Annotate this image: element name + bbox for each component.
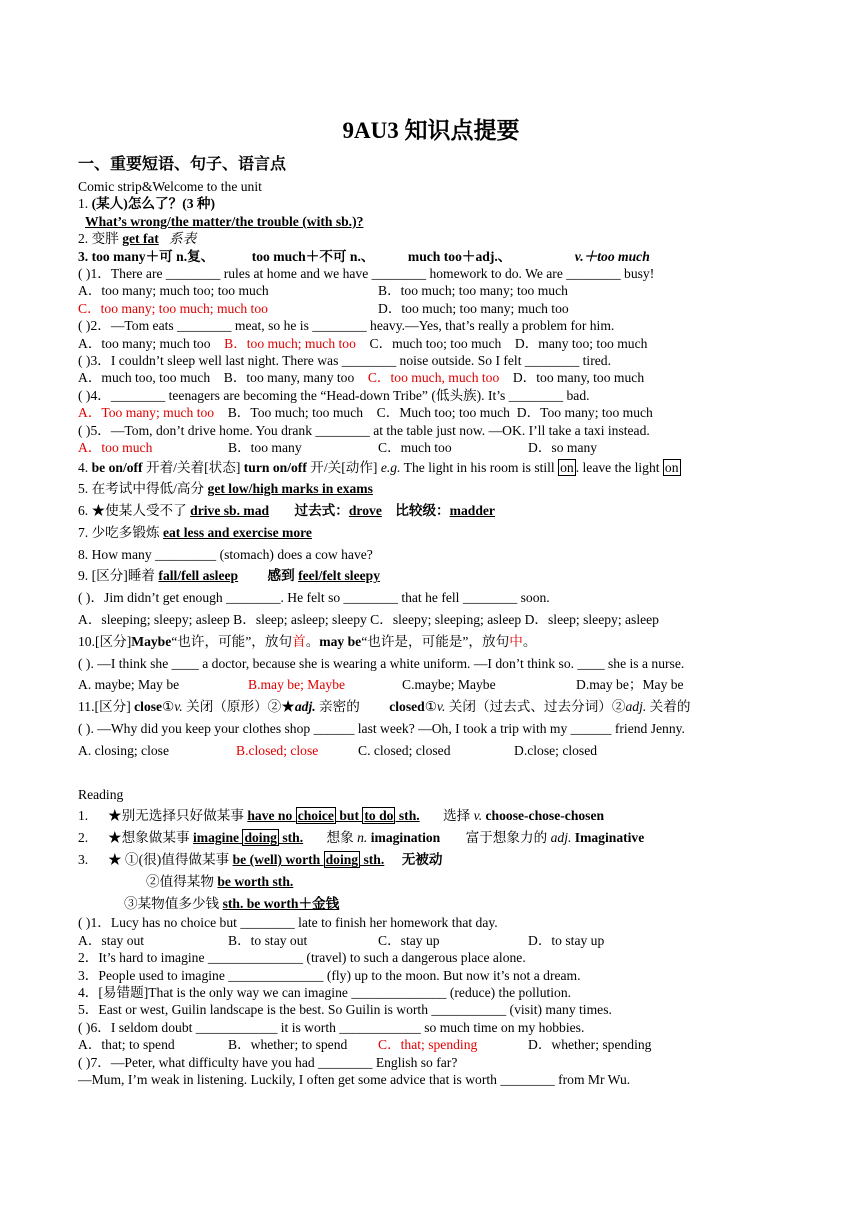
- question-stem: ( )1．There are ________ rules at home and we have ________ homework to do. We are ________ busy!: [78, 266, 655, 282]
- reading-point-3: 3. ★ ①(很)值得做某事 be (well) worth doing sth. 无被动: [78, 852, 443, 868]
- options-row: A. closing; close B.closed; close C. closed; closed D.close; closed: [78, 742, 598, 758]
- options-row: A．too many; much too B．too much; much too C．much too; too much D．many too; too much: [78, 335, 648, 351]
- document-page: [78, 108, 784, 1089]
- options-row: A．too much B．too many C．much too D．so many: [78, 440, 598, 456]
- reading-question: ( )1．Lucy has no choice but ________ late to finish her homework that day.: [78, 915, 498, 931]
- question-stem: ( )4．________ teenagers are becoming the “Head-down Tribe” (低头族). It’s ________ bad.: [78, 387, 590, 403]
- page-title: 9AU3 知识点提要: [342, 118, 520, 143]
- reading-question: ( )6．I seldom doubt ____________ it is worth ____________ so much time on my hobbies.: [78, 1019, 585, 1035]
- point-4: 4. be on/off 开着/关着[状态] turn on/off 开/关[动作] e.g. The light in his room is still on . leave the light on: [78, 459, 679, 475]
- reading-question: ( )7．—Peter, what difficulty have you had ________ English so far?: [78, 1054, 458, 1070]
- point-10: 10.[区分]Maybe“也许，可能”，放句首。may be“也许是，可能是”，放句中。: [78, 633, 537, 649]
- reading-point-3c: ③某物值多少钱 sth. be worth＋金钱: [124, 895, 340, 911]
- reading-question: —Mum, I’m weak in listening. Luckily, I often get some advice that is worth ________ from Mr Wu.: [78, 1072, 631, 1088]
- question-stem: ( )2．—Tom eats ________ meat, so he is ________ heavy.—Yes, that’s really a problem for him.: [78, 318, 615, 334]
- reading-point-2: 2. ★想象做某事 imagine doing sth. 想象 n. imagination 富于想象力的 adj. Imaginative: [78, 830, 645, 846]
- options-row: C．too many; too much; much too D．too much; too many; much too: [78, 300, 569, 316]
- subsection-comic-strip: Comic strip&Welcome to the unit: [78, 179, 262, 194]
- subsection-reading: Reading: [78, 786, 124, 802]
- question-stem: ( )．Jim didn’t get enough ________. He felt so ________ that he fell ________ soon.: [78, 590, 550, 606]
- point-7: 7. 少吃多锻炼 eat less and exercise more: [78, 524, 312, 540]
- question-stem: ( )3．I couldn’t sleep well last night. There was ________ noise outside. So I felt ________ tired.: [78, 353, 611, 369]
- reading-point-3b: ②值得某物 be worth sth.: [146, 873, 294, 889]
- point-1-answer: What’s wrong/the matter/the trouble (with sb.)?: [85, 213, 364, 229]
- question-stem: ( ). —Why did you keep your clothes shop ______ last week? —Oh, I took a trip with my ______ friend Jenny.: [78, 721, 685, 737]
- question-stem: ( ). —I think she ____ a doctor, because she is wearing a white uniform. —I don’t think so. ____ she is a nurse.: [78, 655, 685, 671]
- options-row: A. maybe; May be B.may be; Maybe C.maybe; Maybe D.may be；May be: [78, 677, 684, 693]
- section-heading: 一、重要短语、句子、语言点: [78, 156, 287, 173]
- options-row: A．too many; much too; too much B．too much; too many; too much: [78, 283, 568, 299]
- point-8: 8. How many _________ (stomach) does a cow have?: [78, 546, 373, 562]
- reading-question: 5．East or west, Guilin landscape is the best. So Guilin is worth ___________ (visit) many times.: [78, 1002, 612, 1018]
- question-stem: ( )5．—Tom, don’t drive home. You drank ________ at the table just now. —OK. I’ll take a taxi instead.: [78, 422, 650, 438]
- options-row: A．much too, too much B．too many, many too C．too much, much too D．too many, too much: [78, 370, 645, 386]
- point-6: 6. ★使某人受不了 drive sb. mad 过去式：drove 比较级：madder: [78, 503, 495, 519]
- point-11: 11.[区分] close①v. 关闭（原形）②★adj. 亲密的 closed①v. 关闭（过去式、过去分词）②adj. 关着的: [78, 699, 691, 715]
- point-5: 5. 在考试中得低/高分 get low/high marks in exams: [78, 481, 373, 497]
- reading-question: 4．[易错题]That is the only way we can imagine ______________ (reduce) the pollution.: [78, 985, 572, 1001]
- point-1: 1. (某人)怎么了？(3 种): [78, 196, 216, 212]
- point-3: 3. too many＋可 n.复、 too much＋不可 n.、 much too＋adj.、 v.＋too much: [78, 248, 650, 264]
- options-row: A．Too many; much too B．Too much; too much C．Much too; too much D．Too many; too much: [78, 405, 653, 421]
- reading-point-1: 1. ★别无选择只好做某事 have no choice but to do sth. 选择 v. choose-chose-chosen: [78, 808, 605, 824]
- reading-question: 3．People used to imagine ______________ (fly) up to the moon. But now it’s not a dream.: [78, 967, 581, 983]
- options-row: A．sleeping; sleepy; asleep B．sleep; asleep; sleepy C．sleepy; sleeping; asleep D．sleep; sleepy; asleep: [78, 612, 659, 628]
- point-9: 9. [区分]睡着 fall/fell asleep 感到 feel/felt sleepy: [78, 568, 380, 584]
- options-row: A．that; to spend B．whether; to spend C．that; spending D．whether; spending: [78, 1037, 652, 1053]
- point-2: 2. 变胖 get fat 系表: [78, 231, 197, 247]
- reading-question: 2．It’s hard to imagine ______________ (travel) to such a dangerous place alone.: [78, 950, 526, 966]
- options-row: A．stay out B．to stay out C．stay up D．to stay up: [78, 932, 605, 948]
